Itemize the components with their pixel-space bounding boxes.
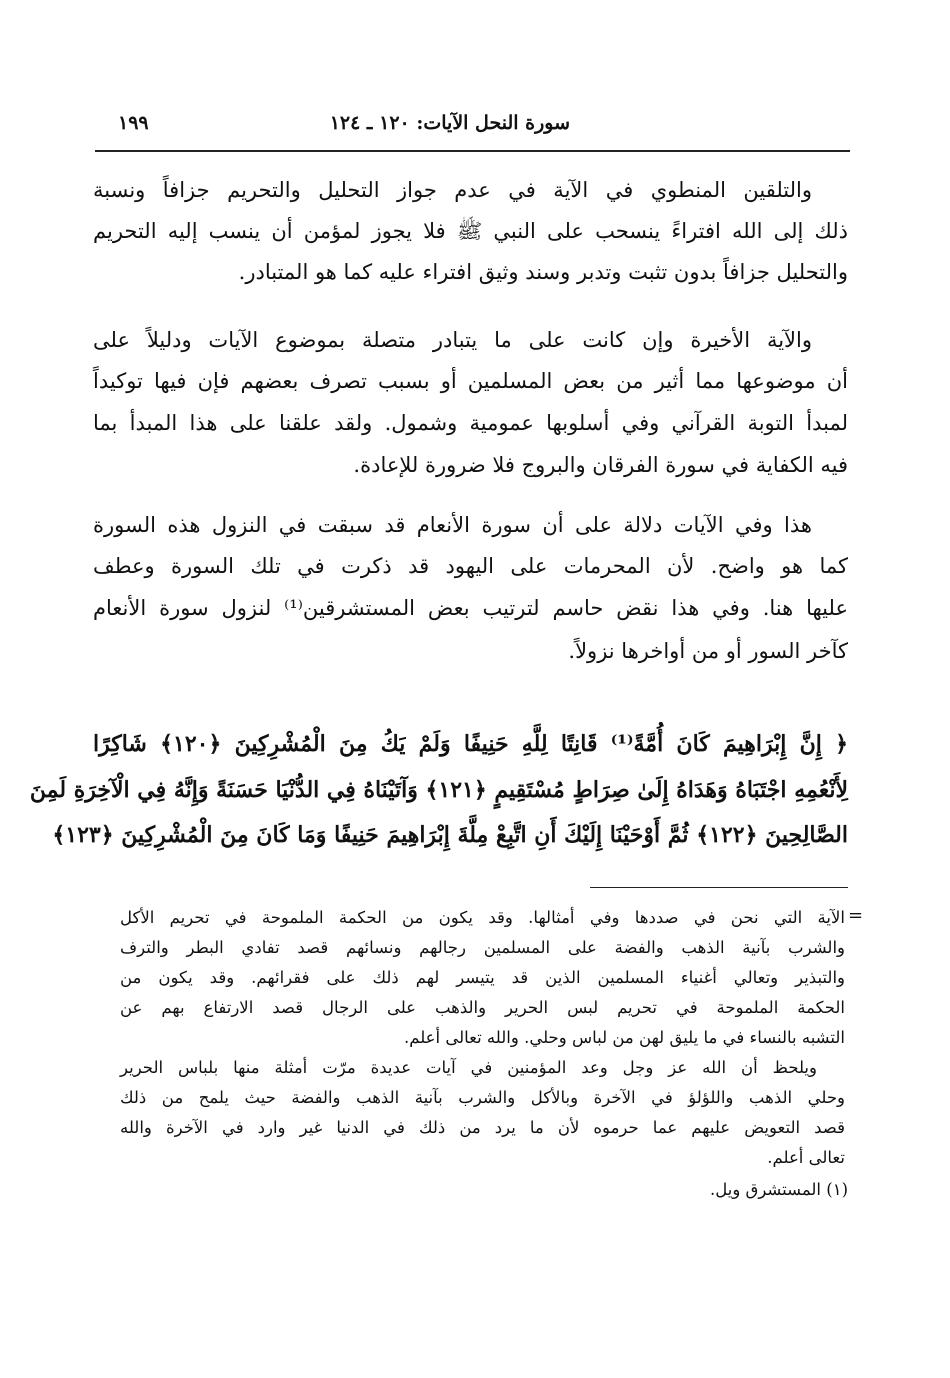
- footnote-line: التشبه بالنساء في ما يليق لهن من لباس وحلي. والله تعالى أعلم.: [403, 1028, 845, 1047]
- footnote-line: ويلحظ أن الله عز وجل وعد المؤمنين في آيات عديدة مرّت أمثلة منها بلباس الحرير: [120, 1058, 817, 1077]
- continuation-mark: =: [848, 905, 864, 926]
- text-line: هذا وفي الآيات دلالة على أن سورة الأنعام قد سبقت في النزول هذه السورة: [93, 513, 812, 537]
- verse-line: ﴿ إِنَّ إِبْرَاهِيمَ كَانَ أُمَّةً⁽¹⁾ قَانِتًا لِلَّهِ حَنِيفًا وَلَمْ يَكُ مِنَ الْمُشْرِكِينَ ﴿١٢٠﴾ شَاكِرًا: [93, 731, 848, 757]
- verse-line: لِأَنْعُمِهِ اجْتَبَاهُ وَهَدَاهُ إِلَىٰ صِرَاطٍ مُسْتَقِيمٍ ﴿١٢١﴾ وَآتَيْنَاهُ فِي الدُّنْيَا حَسَنَةً وَإِنَّهُ فِي الْآخِرَةِ لَمِنَ: [29, 777, 848, 803]
- footnote-line: الحكمة الملموحة في تحريم لبس الحرير والذهب على الرجال قصد الارتفاع بهم عن: [120, 998, 845, 1017]
- text-line: والتحليل جزافاً بدون تثبت وتدبر وسند وثيق افتراء عليه كما هو المتبادر.: [238, 260, 848, 284]
- footnote-line: الآية التي نحن في صددها وفي أمثالها. وقد يكون من الحكمة الملموحة في تحريم الأكل: [120, 908, 845, 927]
- text-line: كما هو واضح. لأن المحرمات على اليهود قد ذكرت في تلك السورة وعطف: [93, 554, 848, 578]
- footnote-line: وحلي الذهب واللؤلؤ في الآخرة وبالأكل والشرب بآنية الذهب والفضة حيث يلمح من ذلك: [120, 1088, 845, 1107]
- footnote-line: والشرب بآنية الذهب والفضة على المسلمين رجالهم ونسائهم قصد تفادي البطر والترف: [120, 938, 845, 957]
- running-title: سورة النحل الآيات: ١٢٠ ـ ١٢٤: [329, 112, 570, 134]
- text-line: ذلك إلى الله افتراءً ينسحب على النبي ﷺ فلا يجوز لمؤمن أن ينسب إليه التحريم: [93, 219, 848, 243]
- footnote-line: تعالى أعلم.: [767, 1148, 845, 1167]
- text-line: والآية الأخيرة وإن كانت على ما يتبادر متصلة بموضوع الآيات ودليلاً على: [93, 328, 812, 352]
- footnote-separator: [590, 887, 848, 888]
- text-line: أن موضوعها مما أثير من بعض المسلمين أو بسبب تصرف بعضهم فإن فيها توكيداً: [93, 369, 848, 393]
- footnote-1: (١) المستشرق ويل.: [709, 1180, 848, 1199]
- page-number: ١٩٩: [118, 112, 149, 134]
- text-line: كآخر السور أو من أواخرها نزولاً.: [568, 639, 848, 663]
- footnote-line: قصد التعويض عليهم عما حرموه لأن ما يرد من ذلك في الدنيا غير وارد في الآخرة والله: [120, 1118, 845, 1137]
- text-line: والتلقين المنطوي في الآية في عدم جواز التحليل والتحريم جزافاً ونسبة: [93, 178, 812, 202]
- text-line: لمبدأ التوبة القرآني وفي أسلوبها عمومية وشمول. ولقد علقنا على هذا المبدأ بما: [93, 411, 848, 435]
- header-rule: [95, 150, 850, 152]
- footnote-line: والتبذير وتعالي أغنياء المسلمين الذين قد يتيسر لهم ذلك على فقرائهم. وقد يكون من: [120, 968, 845, 987]
- verse-line: الصَّالِحِينَ ﴿١٢٢﴾ ثُمَّ أَوْحَيْنَا إِلَيْكَ أَنِ اتَّبِعْ مِلَّةَ إِبْرَاهِيمَ حَنِيفًا وَمَا كَانَ مِنَ الْمُشْرِكِينَ ﴿١٢٣﴾: [52, 822, 848, 848]
- text-line: عليها هنا. وفي هذا نقض حاسم لترتيب بعض المستشرقين⁽¹⁾ لنزول سورة الأنعام: [93, 596, 848, 620]
- text-line: فيه الكفاية في سورة الفرقان والبروج فلا ضرورة للإعادة.: [353, 453, 848, 477]
